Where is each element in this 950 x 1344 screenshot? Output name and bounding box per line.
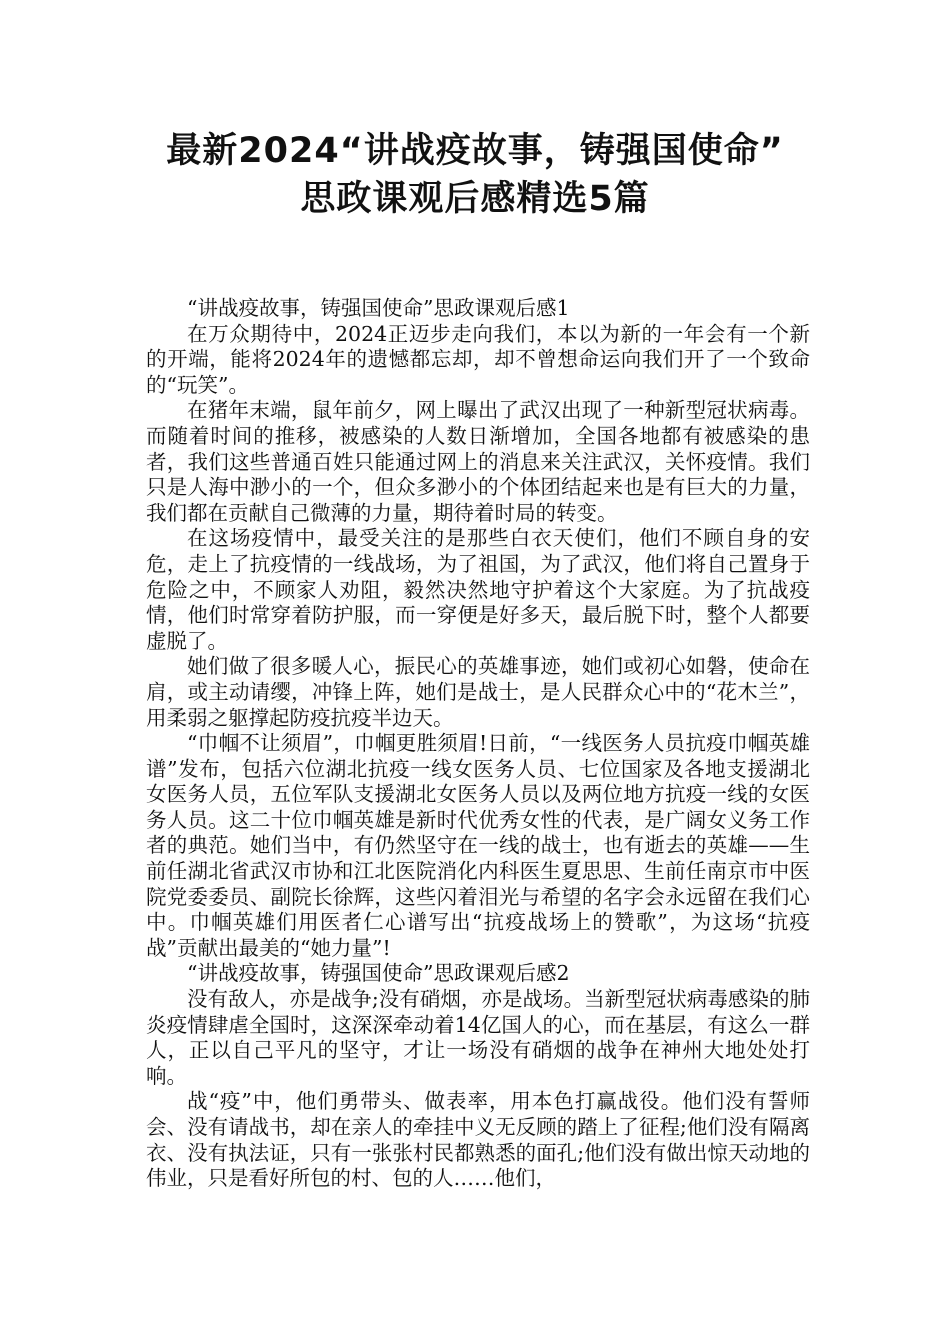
title-line-1: 最新2024“讲战疫故事，铸强国使命”: [166, 131, 784, 171]
title-line-2: 思政课观后感精选5篇: [300, 179, 650, 219]
paragraph: 战“疫”中，他们勇带头、做表率，用本色打赢战役。他们没有誓师会、没有请战书，却在亲人的牵挂中义无反顾的踏上了征程;他们没有隔离衣、没有执法证，只有一张张村民都熟悉的面孔;他们没有做出惊天动地的伟业，只是看好所包的村、包的人……他们，: [146, 1089, 810, 1191]
paragraph: 没有敌人，亦是战争;没有硝烟，亦是战场。当新型冠状病毒感染的肺炎疫情肆虐全国时，这深深牵动着14亿国人的心，而在基层，有这么一群人，正以自己平凡的坚守，才让一场没有硝烟的战争在神州大地处处打响。: [146, 987, 810, 1088]
paragraph: 在万众期待中，2024正迈步走向我们，本以为新的一年会有一个新的开端，能将2024年的遗憾都忘却，却不曾想命运向我们开了一个致命的“玩笑”。: [146, 321, 810, 397]
document-title: [100, 127, 850, 223]
paragraph: 在猪年末端，鼠年前夕，网上曝出了武汉出现了一种新型冠状病毒。而随着时间的推移，被感染的人数日渐增加，全国各地都有被感染的患者，我们这些普通百姓只能通过网上的消息来关注武汉，关怀疫情。我们只是人海中渺小的一个，但众多渺小的个体团结起来也是有巨大的力量，我们都在贡献自己微薄的力量，期待着时局的转变。: [146, 398, 810, 525]
paragraph: 她们做了很多暖人心，振民心的英雄事迹，她们或初心如磐，使命在肩，或主动请缨，冲锋上阵，她们是战士，是人民群众心中的“花木兰”，用柔弱之躯撑起防疫抗疫半边天。: [146, 654, 810, 730]
paragraph: 在这场疫情中，最受关注的是那些白衣天使们，他们不顾自身的安危，走上了抗疫情的一线战场，为了祖国，为了武汉，他们将自己置身于危险之中，不顾家人劝阻，毅然决然地守护着这个大家庭。为了抗战疫情，他们时常穿着防护服，而一穿便是好多天，最后脱下时，整个人都要虚脱了。: [146, 526, 810, 653]
paragraph: “巾帼不让须眉”，巾帼更胜须眉!日前，“一线医务人员抗疫巾帼英雄谱”发布，包括六位湖北抗疫一线女医务人员、七位国家及各地支援湖北女医务人员，五位军队支援湖北女医务人员以及两位地方抗疫一线的女医务人员。这二十位巾帼英雄是新时代优秀女性的代表，是广阔女义务工作者的典范。她们当中，有仍然坚守在一线的战士，也有逝去的英雄——生前任湖北省武汉市协和江北医院消化内科医生夏思思、生前任南京市中医院党委委员、副院长徐辉，这些闪着泪光与希望的名字会永远留在我们心中。巾帼英雄们用医者仁心谱写出“抗疫战场上的赞歌”，为这场“抗疫战”贡献出最美的“她力量”!: [146, 731, 810, 960]
section-heading-2: “讲战疫故事，铸强国使命”思政课观后感2: [187, 961, 570, 986]
document-body: [146, 296, 810, 1192]
section-heading-1: “讲战疫故事，铸强国使命”思政课观后感1: [187, 296, 570, 320]
